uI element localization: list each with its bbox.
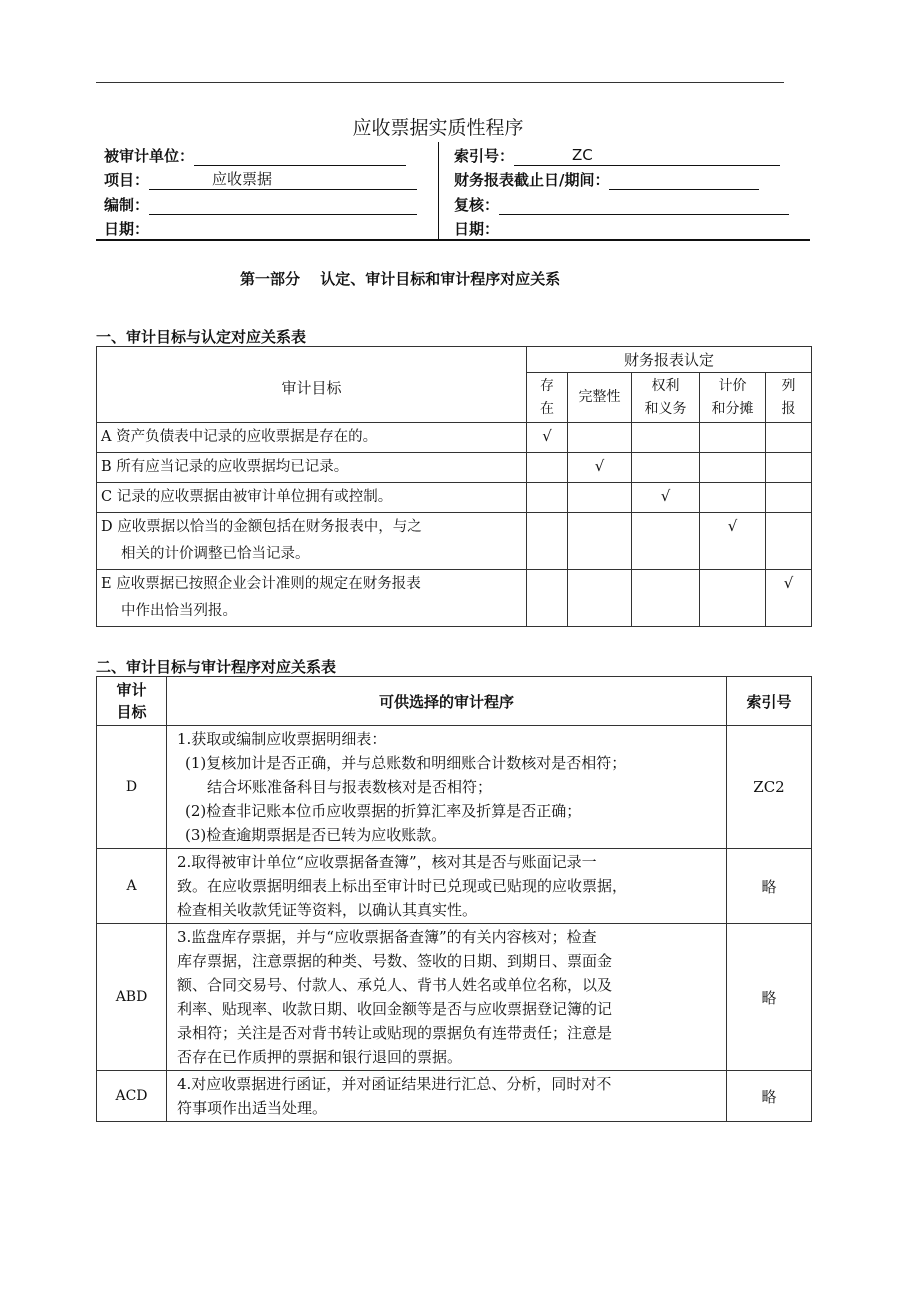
procedure-line: 4.对应收票据进行函证，并对函证结果进行汇总、分析，同时对不 <box>177 1075 612 1093</box>
header-divider <box>438 142 439 239</box>
item-field <box>104 166 417 190</box>
auditee-input[interactable] <box>194 145 406 166</box>
assertion-header-2 <box>632 373 700 423</box>
procedure-line: 库存票据，注意票据的种类、号数、签收的日期、到期日、票面金 <box>177 952 613 970</box>
assertion-header-text: 和义务 <box>644 400 687 417</box>
assertion-header-3 <box>700 373 766 423</box>
table-row <box>97 726 812 849</box>
objective-cell <box>97 483 527 513</box>
objective-text: C 记录的应收票据由被审计单位拥有或控制。 <box>101 489 393 505</box>
col-ref-header: 索引号 <box>727 677 812 726</box>
objective-text: A 资产负债表中记录的应收票据是存在的。 <box>101 429 378 445</box>
procedure-line: 1.获取或编制应收票据明细表： <box>177 730 387 748</box>
header-block <box>104 142 810 242</box>
check-cell <box>766 483 812 513</box>
date-input-right[interactable] <box>499 219 789 239</box>
check-mark-icon: √ <box>783 574 794 592</box>
objective-code: ACD <box>97 1071 167 1122</box>
assertion-header-text: 存 <box>540 377 554 394</box>
col-objective-header: 审计目标 <box>97 347 527 423</box>
objective-text-cont: 相关的计价调整已恰当记录。 <box>121 546 310 562</box>
table-row <box>97 849 812 924</box>
check-cell <box>700 453 766 483</box>
item-input[interactable] <box>149 169 417 190</box>
table-row <box>97 1071 812 1122</box>
procedure-line: 额、合同交易号、付款人、承兑人、背书人姓名或单位名称，以及 <box>177 976 613 994</box>
procedure-cell <box>167 726 727 849</box>
prepared-label: 编制： <box>104 196 150 214</box>
check-cell <box>632 483 700 513</box>
check-cell <box>700 570 766 627</box>
assertion-header-4 <box>766 373 812 423</box>
check-mark-icon: √ <box>727 517 738 535</box>
objective-text-cont: 中作出恰当列报。 <box>121 603 237 619</box>
objective-cell <box>97 453 527 483</box>
assertion-table-body <box>97 423 812 627</box>
check-cell <box>632 453 700 483</box>
check-cell <box>766 423 812 453</box>
objective-cell <box>97 423 527 453</box>
table-row <box>97 924 812 1071</box>
procedure-cell <box>167 924 727 1071</box>
objective-cell <box>97 513 527 570</box>
table-row <box>97 453 812 483</box>
item-value: 应收票据 <box>212 170 273 188</box>
check-cell <box>568 513 632 570</box>
check-cell <box>527 513 568 570</box>
assertion-header-text: 报 <box>781 400 796 417</box>
assertion-header-0 <box>527 373 568 423</box>
reference-cell: ZC2 <box>727 726 812 849</box>
objective-text: B 所有应当记录的应收票据均已记录。 <box>101 459 349 475</box>
check-cell <box>527 453 568 483</box>
col-objective-l1: 审计 <box>116 681 147 699</box>
check-cell <box>632 423 700 453</box>
review-field <box>454 191 789 215</box>
check-cell <box>568 570 632 627</box>
check-cell <box>766 513 812 570</box>
assertion-header-text: 权利 <box>651 377 680 394</box>
reference-cell: 略 <box>727 1071 812 1122</box>
prepared-field <box>104 191 417 215</box>
header-bottom-rule <box>96 239 810 241</box>
check-mark-icon: √ <box>542 427 552 445</box>
auditee-label: 被审计单位： <box>104 147 195 165</box>
check-cell <box>568 423 632 453</box>
objective-text: D 应收票据以恰当的金额包括在财务报表中，与之 <box>101 519 422 535</box>
reference-cell: 略 <box>727 849 812 924</box>
objective-code: A <box>97 849 167 924</box>
index-label: 索引号： <box>454 147 515 165</box>
table-row <box>97 423 812 453</box>
procedure-line: (3)检查逾期票据是否已转为应收账款。 <box>185 826 447 844</box>
procedure-table-body <box>97 726 812 1122</box>
procedure-table <box>96 676 812 1122</box>
check-cell <box>700 483 766 513</box>
period-label: 财务报表截止日/期间： <box>454 171 610 189</box>
check-cell <box>527 570 568 627</box>
item-label: 项目： <box>104 171 150 189</box>
index-value: ZC <box>572 146 593 164</box>
part1-title: 第一部分 认定、审计目标和审计程序对应关系 <box>240 270 561 288</box>
procedure-line: 否存在已作质押的票据和银行退回的票据。 <box>177 1048 463 1066</box>
table-row <box>97 570 812 627</box>
check-cell <box>632 570 700 627</box>
prepared-input[interactable] <box>149 194 417 215</box>
procedure-cell <box>167 849 727 924</box>
section2-title: 二、审计目标与审计程序对应关系表 <box>96 658 337 676</box>
col-objective-l2: 目标 <box>116 703 147 721</box>
assertion-table <box>96 346 812 627</box>
procedure-line: 3.监盘库存票据，并与“应收票据备查簿”的有关内容核对；检查 <box>177 928 597 946</box>
check-mark-icon: √ <box>660 487 671 505</box>
procedure-line: 符事项作出适当处理。 <box>177 1099 328 1117</box>
procedure-line: 录相符；关注是否对背书转让或贴现的票据负有连带责任；注意是 <box>177 1024 613 1042</box>
check-mark-icon: √ <box>594 457 605 475</box>
assertion-header-text: 完整性 <box>578 389 621 405</box>
check-cell <box>700 513 766 570</box>
period-input[interactable] <box>609 169 759 190</box>
objective-cell <box>97 570 527 627</box>
document-title: 应收票据实质性程序 <box>352 117 524 139</box>
procedure-cell <box>167 1071 727 1122</box>
assertion-header-text: 和分摊 <box>711 400 754 417</box>
reference-cell: 略 <box>727 924 812 1071</box>
col-procedure-header: 可供选择的审计程序 <box>167 677 727 726</box>
check-cell <box>527 423 568 453</box>
check-cell <box>568 483 632 513</box>
review-label: 复核： <box>454 196 500 214</box>
top-rule <box>96 82 784 83</box>
index-field <box>454 142 780 166</box>
assertion-header-text: 计价 <box>718 377 747 394</box>
col-group-header: 财务报表认定 <box>527 347 812 373</box>
date-field-left <box>104 215 417 239</box>
period-field <box>454 166 759 190</box>
check-cell <box>632 513 700 570</box>
check-cell <box>766 570 812 627</box>
date-label-right: 日期： <box>454 220 500 238</box>
check-cell <box>568 453 632 483</box>
index-input[interactable] <box>514 145 780 166</box>
table-row <box>97 483 812 513</box>
date-field-right <box>454 215 789 239</box>
check-cell <box>700 423 766 453</box>
auditee-field <box>104 142 406 166</box>
procedure-line: 利率、贴现率、收款日期、收回金额等是否与应收票据登记簿的记 <box>177 1000 613 1018</box>
table-row <box>97 513 812 570</box>
procedure-line: 结合坏账准备科目与报表数核对是否相符； <box>207 778 493 796</box>
review-input[interactable] <box>499 194 789 215</box>
procedure-line: (1)复核加计是否正确，并与总账数和明细账合计数核对是否相符； <box>185 754 627 772</box>
objective-code: D <box>97 726 167 849</box>
assertion-header-text: 列 <box>781 377 796 394</box>
procedure-line: (2)检查非记账本位币应收票据的折算汇率及折算是否正确； <box>185 802 582 820</box>
date-input-left[interactable] <box>149 219 417 239</box>
procedure-line: 2.取得被审计单位“应收票据备查簿”，核对其是否与账面记录一 <box>177 853 597 871</box>
objective-code: ABD <box>97 924 167 1071</box>
date-label-left: 日期： <box>104 220 150 238</box>
procedure-line: 致。在应收票据明细表上标出至审计时已兑现或已贴现的应收票据， <box>177 877 628 895</box>
col-objective-header-2 <box>97 677 167 726</box>
objective-text: E 应收票据已按照企业会计准则的规定在财务报表 <box>101 576 421 592</box>
check-cell <box>527 483 568 513</box>
assertion-header-text: 在 <box>540 400 554 417</box>
check-cell <box>766 453 812 483</box>
section1-title: 一、审计目标与认定对应关系表 <box>96 328 307 346</box>
assertion-header-1 <box>568 373 632 423</box>
procedure-line: 检查相关收款凭证等资料，以确认其真实性。 <box>177 901 478 919</box>
